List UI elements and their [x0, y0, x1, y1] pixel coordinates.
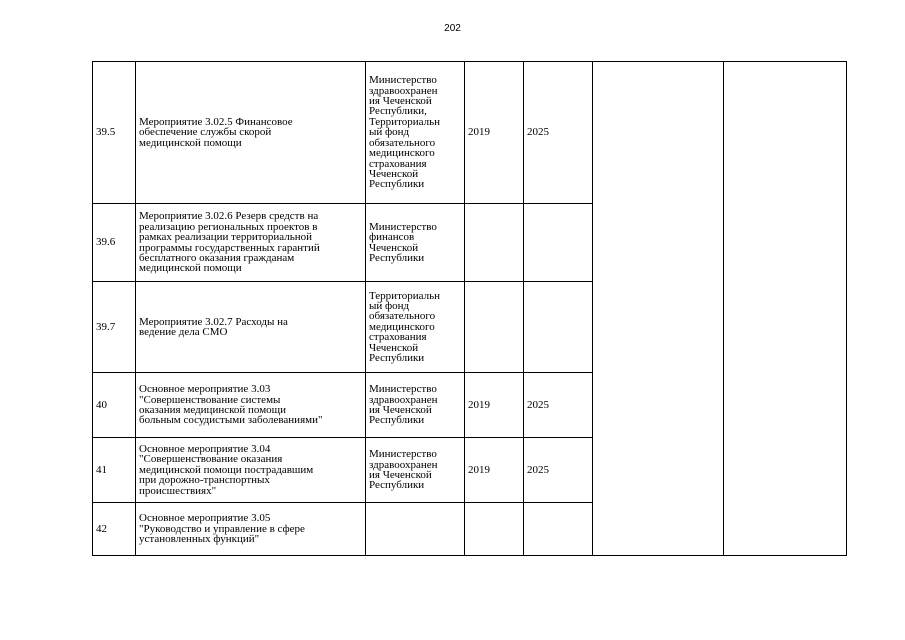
text-line: медицинского — [369, 320, 435, 333]
end-year — [524, 282, 593, 373]
text-line: Мероприятие 3.02.6 Резерв средств на — [139, 210, 319, 223]
text-line: Республики — [369, 178, 425, 191]
text-line: здравоохранен — [369, 458, 438, 471]
text-line: Мероприятие 3.02.7 Расходы на — [139, 315, 288, 328]
start-year: 2019 — [465, 62, 524, 204]
text-line: Мероприятие 3.02.5 Финансовое — [139, 115, 293, 128]
text-line: Чеченской — [369, 167, 419, 180]
text-line: Основное мероприятие 3.05 — [139, 512, 271, 525]
empty-cell — [593, 62, 724, 556]
row-number: 39.6 — [93, 204, 136, 282]
text-line: Республики — [369, 352, 425, 365]
text-line: здравоохранен — [369, 393, 438, 406]
text-line: Министерство — [369, 220, 437, 233]
row-number: 40 — [93, 373, 136, 438]
executor — [366, 282, 465, 373]
empty-cell — [724, 62, 847, 556]
activity-name — [136, 438, 366, 503]
row-number: 39.7 — [93, 282, 136, 373]
text-line: Чеченской — [369, 341, 419, 354]
text-line: Основное мероприятие 3.04 — [139, 442, 271, 455]
executor — [366, 438, 465, 503]
activities-table — [92, 61, 847, 556]
text-line: реализацию региональных проектов в — [139, 220, 318, 233]
text-line: бесплатного оказания гражданам — [139, 251, 295, 264]
table-row — [93, 62, 847, 204]
text-line: Республики — [369, 414, 425, 427]
row-number: 41 — [93, 438, 136, 503]
text-line: Территориальн — [369, 115, 440, 128]
start-year — [465, 204, 524, 282]
end-year: 2025 — [524, 373, 593, 438]
text-line: Основное мероприятие 3.03 — [139, 383, 271, 396]
text-line: медицинской помощи пострадавшим — [139, 463, 314, 476]
text-line: ый фонд — [369, 299, 410, 312]
text-line: ия Чеченской — [369, 95, 432, 108]
text-line: обязательного — [369, 310, 436, 323]
activity-name — [136, 204, 366, 282]
row-number: 42 — [93, 503, 136, 556]
end-year — [524, 503, 593, 556]
text-line: ведение дела СМО — [139, 326, 228, 338]
start-year: 2019 — [465, 438, 524, 503]
text-line: "Совершенствование оказания — [139, 453, 283, 466]
text-line: Республики — [369, 251, 425, 264]
end-year — [524, 204, 593, 282]
text-line: Министерство — [369, 448, 437, 461]
activity-name — [136, 503, 366, 556]
text-line: Министерство — [369, 74, 437, 87]
end-year: 2025 — [524, 62, 593, 204]
text-line: страхования — [369, 157, 427, 170]
text-line: установленных функций" — [139, 533, 260, 546]
text-line: здравоохранен — [369, 84, 438, 97]
row-number: 39.5 — [93, 62, 136, 204]
text-line: страхования — [369, 331, 427, 344]
text-line: программы государственных гарантий — [139, 241, 320, 254]
activity-name — [136, 282, 366, 373]
text-line: больным сосудистыми заболеваниями" — [139, 414, 323, 427]
start-year — [465, 282, 524, 373]
end-year: 2025 — [524, 438, 593, 503]
text-line: происшествиях" — [139, 484, 217, 497]
executor — [366, 503, 465, 556]
text-line: Министерство — [369, 383, 437, 396]
executor — [366, 204, 465, 282]
text-line: Республики — [369, 479, 425, 492]
text-line: ия Чеченской — [369, 469, 432, 481]
text-line: обеспечение службы скорой — [139, 126, 272, 139]
executor — [366, 62, 465, 204]
text-line: при дорожно-транспортных — [139, 474, 270, 487]
text-line: медицинской помощи — [139, 262, 242, 275]
start-year — [465, 503, 524, 556]
text-line: финансов — [369, 231, 415, 244]
activity-name — [136, 373, 366, 438]
text-line: Чеченской — [369, 241, 419, 254]
text-line: оказания медицинской помощи — [139, 404, 287, 416]
text-line: ия Чеченской — [369, 404, 432, 416]
text-line: "Руководство и управление в сфере — [139, 522, 305, 535]
text-line: медицинского — [369, 147, 435, 160]
text-line: медицинской помощи — [139, 136, 242, 149]
text-line: "Совершенствование системы — [139, 393, 281, 406]
text-line: ый фонд — [369, 126, 410, 139]
text-line: рамках реализации территориальной — [139, 231, 313, 244]
text-line: Территориальн — [369, 289, 440, 302]
executor — [366, 373, 465, 438]
activity-name — [136, 62, 366, 204]
page-number: 202 — [444, 23, 461, 34]
start-year: 2019 — [465, 373, 524, 438]
text-line: обязательного — [369, 136, 436, 149]
text-line: Республики, — [369, 105, 427, 118]
